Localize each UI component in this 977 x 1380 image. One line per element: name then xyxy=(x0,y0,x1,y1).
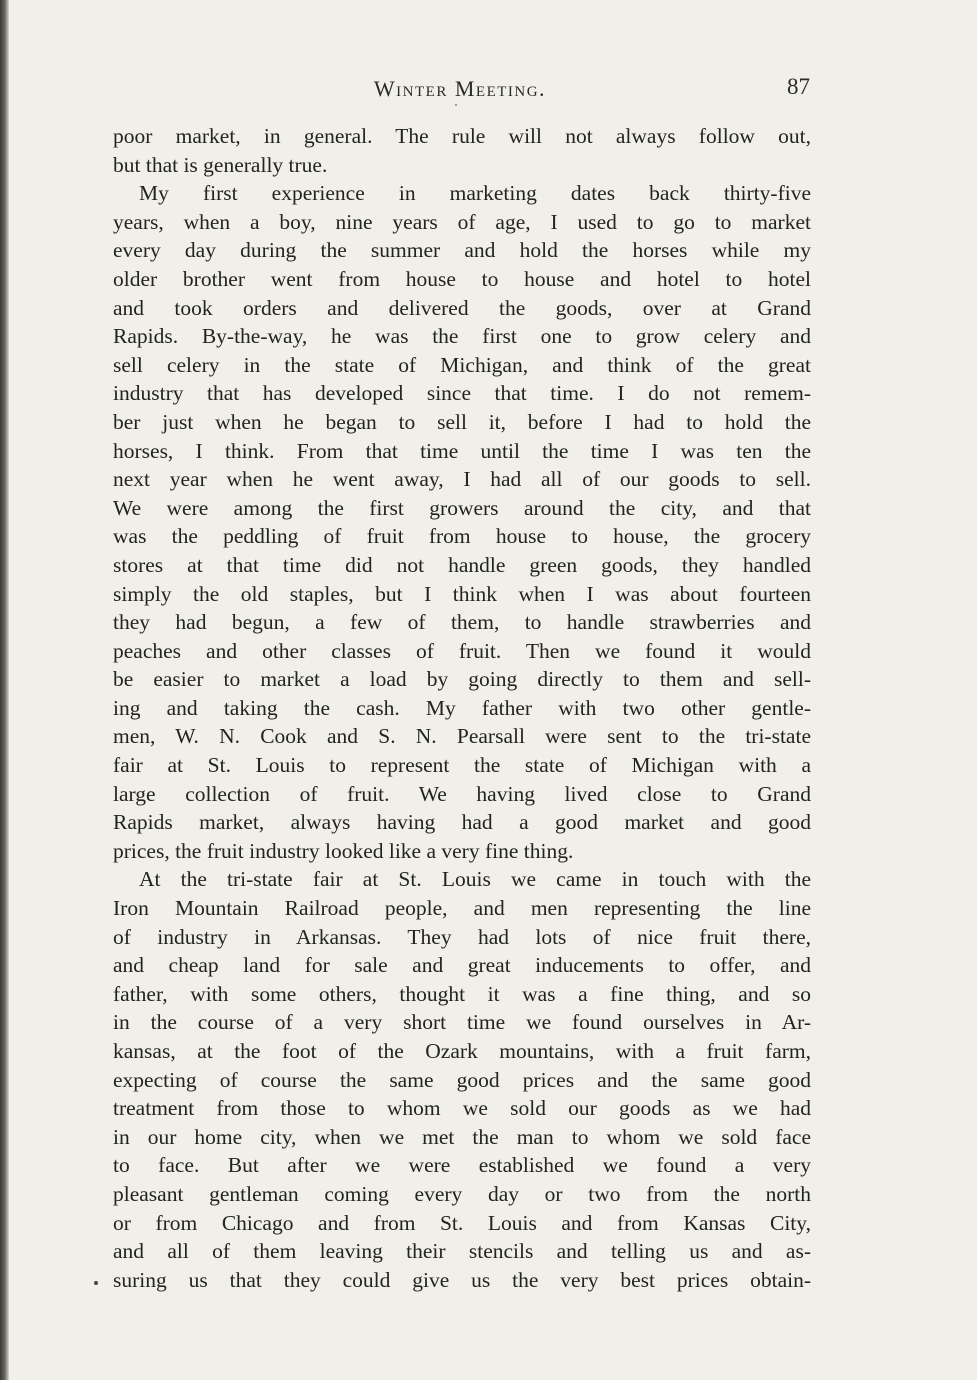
paragraph xyxy=(113,122,811,179)
text-line: pleasant gentleman coming every day or two from the north xyxy=(113,1181,811,1206)
text-line: poor market, in general. The rule will not always follow out, xyxy=(113,124,811,148)
page-header xyxy=(110,74,810,108)
book-spine-edge xyxy=(0,0,9,1380)
text-line: ing and taking the cash. My father with two other gentle- xyxy=(113,695,811,720)
text-line: kansas, at the foot of the Ozark mountains, with a fruit farm, xyxy=(113,1039,811,1063)
text-line: in the course of a very short time we found ourselves in Ar- xyxy=(113,1010,811,1035)
paragraph xyxy=(113,865,811,1294)
text-line: in our home city, when we met the man to whom we sold face xyxy=(113,1124,811,1149)
text-line: peaches and other classes of fruit. Then we found it would xyxy=(113,638,811,663)
text-line: We were among the first growers around the city, and that xyxy=(113,495,811,520)
page-number: 87 xyxy=(787,74,810,99)
text-line: My first experience in marketing dates back thirty-five xyxy=(139,181,811,206)
margin-mark xyxy=(94,1281,98,1285)
text-line: every day during the summer and hold the horses while my xyxy=(113,238,811,263)
text-line: Rapids. By-the-way, he was the first one to grow celery and xyxy=(113,324,811,349)
text-line: horses, I think. From that time until the time I was ten the xyxy=(113,438,811,463)
text-line: they had begun, a few of them, to handle strawberries and xyxy=(113,610,811,635)
text-line: and cheap land for sale and great inducements to offer, and xyxy=(113,953,811,978)
text-line: was the peddling of fruit from house to house, the grocery xyxy=(113,524,811,549)
text-line: fair at St. Louis to represent the state of Michigan with a xyxy=(113,753,811,778)
text-line: but that is generally true. xyxy=(113,152,328,177)
text-line: years, when a boy, nine years of age, I used to go to market xyxy=(113,209,811,234)
text-line: prices, the fruit industry looked like a very fine thing. xyxy=(113,838,574,863)
text-line: expecting of course the same good prices and the same good xyxy=(113,1067,811,1092)
paragraph xyxy=(113,179,811,865)
running-head: Winter Meeting. xyxy=(373,76,547,101)
text-line: Rapids market, always having had a good market and good xyxy=(113,810,811,835)
text-line: or from Chicago and from St. Louis and from Kansas City, xyxy=(113,1210,811,1235)
text-line: sell celery in the state of Michigan, and think of the great xyxy=(113,352,811,377)
text-line: simply the old staples, but I think when I was about fourteen xyxy=(113,581,811,606)
body-text xyxy=(113,122,811,1294)
text-line: Iron Mountain Railroad people, and men representing the line xyxy=(113,896,811,921)
text-line: father, with some others, thought it was a fine thing, and so xyxy=(113,981,811,1006)
text-line: stores at that time did not handle green goods, they handled xyxy=(113,552,811,577)
text-line: to face. But after we were established we found a very xyxy=(113,1153,811,1178)
text-line: be easier to market a load by going directly to them and sell- xyxy=(113,667,811,692)
text-line: and all of them leaving their stencils and telling us and as- xyxy=(113,1239,811,1264)
print-speck xyxy=(455,104,457,106)
text-line: treatment from those to whom we sold our goods as we had xyxy=(113,1096,811,1121)
text-line: ber just when he began to sell it, before I had to hold the xyxy=(113,409,811,434)
text-line: next year when he went away, I had all of our goods to sell. xyxy=(113,467,811,492)
text-line: industry that has developed since that time. I do not remem- xyxy=(113,381,811,406)
text-line: older brother went from house to house and hotel to hotel xyxy=(113,266,811,291)
text-line: and took orders and delivered the goods, over at Grand xyxy=(113,295,811,320)
text-line: suring us that they could give us the very best prices obtain- xyxy=(113,1267,811,1292)
text-line: large collection of fruit. We having lived close to Grand xyxy=(113,781,811,806)
text-line: of industry in Arkansas. They had lots of nice fruit there, xyxy=(113,924,811,949)
text-line: men, W. N. Cook and S. N. Pearsall were sent to the tri-state xyxy=(113,724,811,749)
text-line: At the tri-state fair at St. Louis we came in touch with the xyxy=(139,867,811,892)
